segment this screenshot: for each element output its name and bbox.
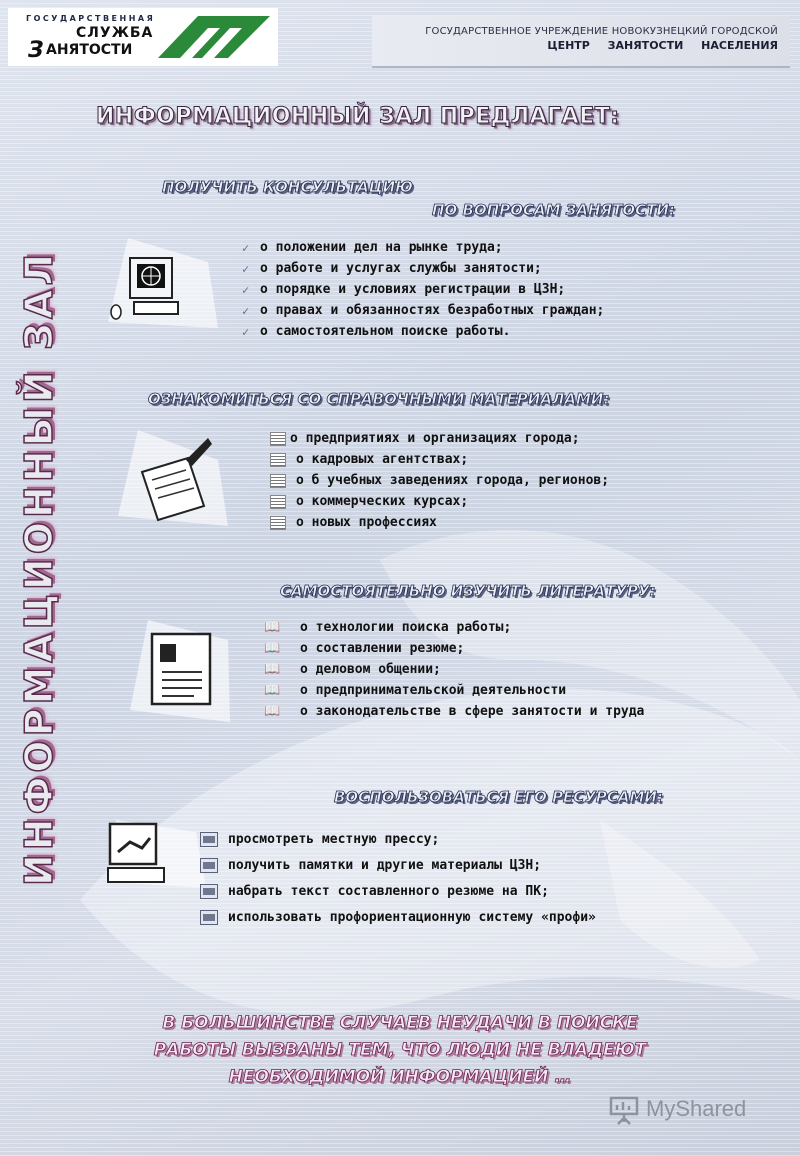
logo [8, 8, 278, 66]
section1-heading-line2: ПО ВОПРОСАМ ЗАНЯТОСТИ: [432, 201, 675, 219]
list-item: о предприятиях и организациях города; [270, 428, 609, 449]
document-icon [270, 474, 286, 488]
section2-list [270, 428, 609, 533]
logo-line3: АНЯТОСТИ [46, 42, 133, 58]
book-icon: 📖 [264, 683, 281, 698]
logo-arrow-icon [158, 14, 270, 60]
org-line1: ГОСУДАРСТВЕННОЕ УЧРЕЖДЕНИЕ НОВОКУЗНЕЦКИЙ ГОРОДСКОЙ [425, 26, 778, 37]
list-item: ✓ о порядке и условиях регистрации в ЦЗН; [242, 282, 566, 297]
list-item: ✓ о правах и обязанностях безработных граждан; [242, 303, 605, 318]
monitor-icon [200, 910, 218, 925]
logo-line2: СЛУЖБА [76, 25, 154, 41]
book-icon: 📖 [264, 662, 281, 677]
handshake-monitor-icon [96, 812, 216, 892]
watermark-text: MyShared [646, 1096, 747, 1121]
section3-list [264, 617, 644, 722]
checkmark-icon: ✓ [242, 261, 250, 276]
monitor-icon [200, 832, 218, 847]
book-icon: 📖 [264, 704, 281, 719]
document-icon [270, 495, 286, 509]
header [0, 0, 800, 70]
scroll-document-icon [108, 420, 238, 530]
list-item: 📖 о предпринимательской деятельности [264, 683, 567, 698]
watermark [608, 1092, 778, 1132]
checkmark-icon: ✓ [242, 240, 250, 255]
list-item: 📖 о законодательстве в сфере занятости и труда [264, 704, 645, 719]
bottom-note-line2: РАБОТЫ ВЫЗВАНЫ ТЕМ, ЧТО ЛЮДИ НЕ ВЛАДЕЮТ [153, 1040, 647, 1060]
logo-line1: ГОСУДАРСТВЕННАЯ [26, 14, 156, 23]
list-item: получить памятки и другие материалы ЦЗН; [200, 852, 596, 878]
section4-heading: ВОСПОЛЬЗОВАТЬСЯ ЕГО РЕСУРСАМИ: [334, 788, 663, 806]
list-item: о коммерческих курсах; [270, 491, 609, 512]
page-title: ИНФОРМАЦИОННЫЙ ЗАЛ ПРЕДЛАГАЕТ: [96, 104, 620, 129]
bottom-note [130, 1010, 670, 1091]
list-item: использовать профориентационную систему «профи» [200, 904, 596, 930]
list-item: о б учебных заведениях города, регионов; [270, 470, 609, 491]
document-icon [270, 432, 286, 446]
checkmark-icon: ✓ [242, 303, 250, 318]
list-item: просмотреть местную прессу; [200, 826, 596, 852]
section1-heading-line1: ПОЛУЧИТЬ КОНСУЛЬТАЦИЮ [162, 178, 413, 196]
section4-list [200, 826, 596, 930]
section1-list [242, 237, 604, 342]
list-item: ✓ о самостоятельном поиске работы. [242, 324, 511, 339]
monitor-icon [200, 858, 218, 873]
section2-heading: ОЗНАКОМИТЬСЯ СО СПРАВОЧНЫМИ МАТЕРИАЛАМИ: [148, 390, 610, 408]
checkmark-icon: ✓ [242, 282, 250, 297]
computer-globe-icon [88, 232, 238, 332]
presentation-board-icon [608, 1094, 642, 1126]
list-item: ✓ о положении дел на рынке труда; [242, 240, 503, 255]
org-line2: ЦЕНТР ЗАНЯТОСТИ НАСЕЛЕНИЯ [547, 39, 778, 52]
book-icon: 📖 [264, 620, 281, 635]
monitor-icon [200, 884, 218, 899]
book-icon: 📖 [264, 641, 281, 656]
checkmark-icon: ✓ [242, 324, 250, 339]
vertical-side-title: ИНФОРМАЦИОННЫЙ ЗАЛ [17, 249, 61, 886]
list-item: 📖 о деловом общении; [264, 662, 441, 677]
resume-document-icon [118, 610, 238, 730]
list-item: ✓ о работе и услугах службы занятости; [242, 261, 542, 276]
document-icon [270, 453, 286, 467]
bottom-note-line3: НЕОБХОДИМОЙ ИНФОРМАЦИЕЙ … [228, 1067, 572, 1087]
section3-heading: САМОСТОЯТЕЛЬНО ИЗУЧИТЬ ЛИТЕРАТУРУ: [280, 582, 656, 600]
list-item: 📖 о технологии поиска работы; [264, 620, 512, 635]
org-banner [372, 16, 790, 68]
list-item: набрать текст составленного резюме на ПК; [200, 878, 596, 904]
list-item: 📖 о составлении резюме; [264, 641, 465, 656]
list-item: о новых профессиях [270, 512, 609, 533]
list-item: о кадровых агентствах; [270, 449, 609, 470]
bottom-note-line1: В БОЛЬШИНСТВЕ СЛУЧАЕВ НЕУДАЧИ В ПОИСКЕ [162, 1013, 638, 1033]
document-icon [270, 516, 286, 530]
logo-letter: З [28, 38, 44, 63]
